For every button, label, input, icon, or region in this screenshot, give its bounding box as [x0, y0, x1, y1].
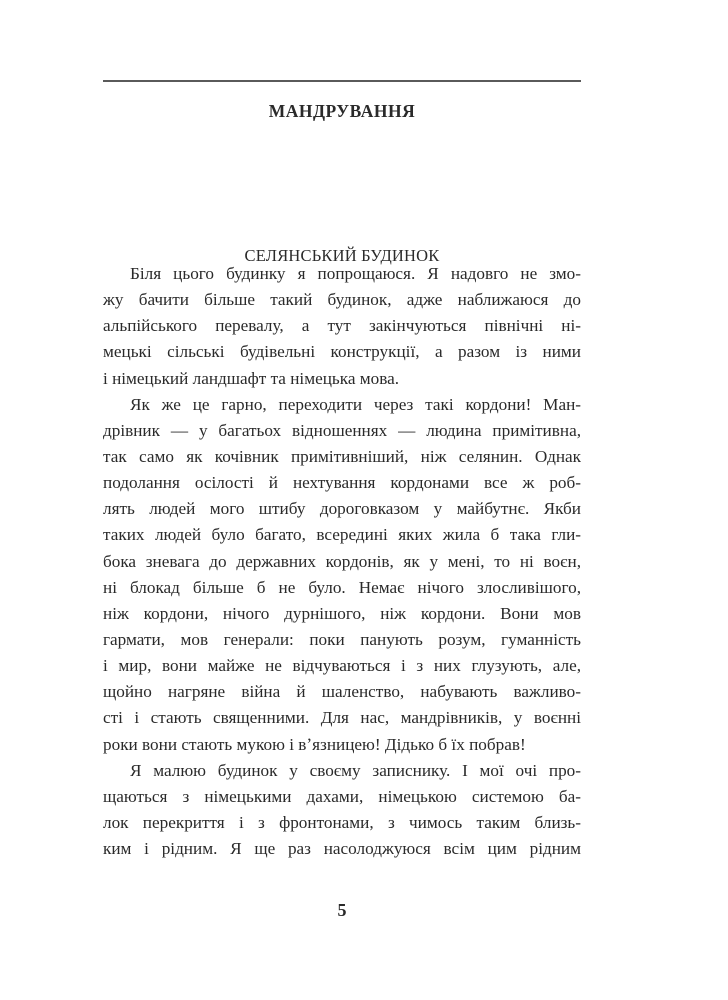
running-head: МАНДРУВАННЯ — [268, 101, 416, 121]
text-line: сті і стають священними. Для нас, мандрівників, у воєнні — [103, 708, 581, 728]
text-line: лок перекриття і з фронтонами, з чимось таким близь- — [103, 812, 581, 832]
text-line: Я малюю будинок у своєму записнику. І мої очі про- — [130, 760, 581, 780]
page-number: 5 — [337, 900, 347, 920]
text-line: альпійського перевалу, а тут закінчуються північні ні- — [103, 316, 581, 336]
text-line: дрівник — у багатьох відношеннях — людина примітивна, — [103, 420, 581, 440]
text-line: ніж кордони, нічого дурнішого, ніж кордони. Вони мов — [103, 603, 581, 623]
text-line: гармати, мов генерали: поки панують розум, гуманність — [103, 629, 581, 649]
text-line: і мир, вони майже не відчуваються і з них глузують, але, — [103, 656, 581, 676]
body-text — [103, 261, 581, 862]
section-title: СЕЛЯНСЬКИЙ БУДИНОК — [244, 246, 440, 265]
text-line: ким і рідним. Я ще раз насолоджуюся всім цим рідним — [103, 839, 581, 859]
text-line: лять людей мого штибу дороговказом у майбутнє. Якби — [103, 499, 581, 519]
header-rule — [103, 80, 581, 82]
text-line: щойно нагряне війна й шаленство, набувають важливо- — [103, 682, 581, 702]
text-line: подолання осілості й нехтування кордонами все ж роб- — [103, 473, 581, 493]
text-line: Як же це гарно, переходити через такі кордони! Ман- — [130, 394, 581, 414]
text-line: бока зневага до державних кордонів, як у мені, то ні воєн, — [103, 551, 581, 571]
text-line: і німецький ландшафт та німецька мова. — [103, 368, 400, 388]
text-line: ні блокад більше б не було. Немає нічого злосливішого, — [103, 577, 581, 597]
text-line: Біля цього будинку я попрощаюся. Я надовго не змо- — [130, 264, 581, 283]
text-line: роки вони стають мукою і вʼязницею! Дідько б їх побрав! — [103, 734, 526, 754]
text-line: таких людей було багато, всередині яких жила б така гли- — [103, 525, 581, 545]
text-line: мецькі сільські будівельні конструкції, а разом із ними — [103, 342, 581, 362]
text-line: щаються з німецькими дахами, німецькою системою ба- — [103, 786, 581, 806]
text-line: так само як кочівник примітивніший, ніж селянин. Однак — [103, 446, 581, 466]
text-line: жу бачити більше такий будинок, адже наближаюся до — [103, 290, 581, 310]
